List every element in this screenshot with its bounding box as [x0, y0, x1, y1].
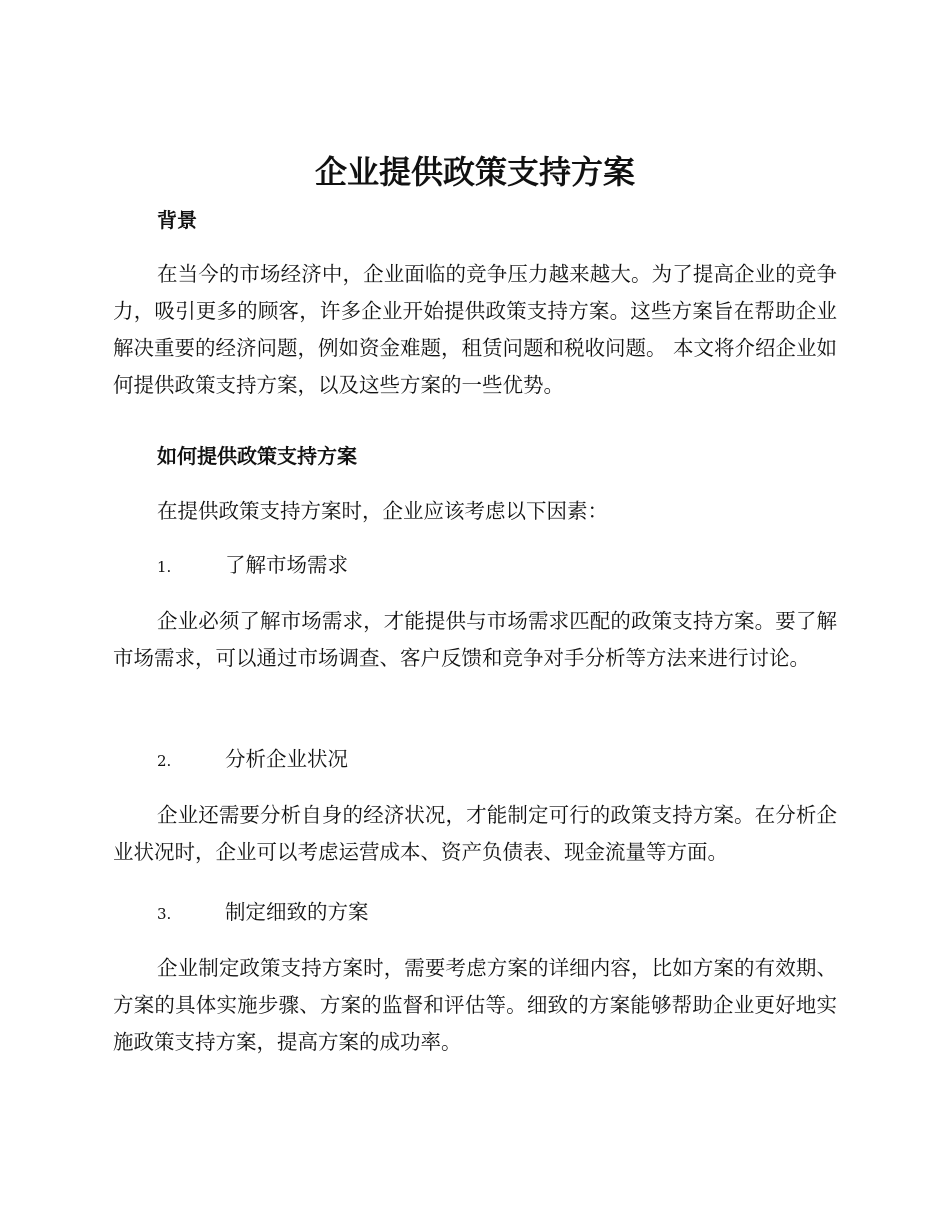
section-heading-background: 背景: [157, 208, 197, 232]
list-item-title: 了解市场需求: [225, 553, 348, 577]
list-item-number: 1.: [157, 558, 172, 576]
background-paragraph: 在当今的市场经济中，企业面临的竞争压力越来越大。为了提高企业的竞争力，吸引更多的顾客，许多企业开始提供政策支持方案。这些方案旨在帮助企业解决重要的经济问题，例如资金难题，租赁问题和税收问题。 本文将介绍企业如何提供政策支持方案，以及这些方案的一些优势。: [113, 262, 838, 397]
list-item-1: [157, 550, 348, 582]
document-title: 企业提供政策支持方案: [314, 153, 635, 191]
list-item-3-paragraph: 企业制定政策支持方案时，需要考虑方案的详细内容，比如方案的有效期、方案的具体实施步骤、方案的监督和评估等。细致的方案能够帮助企业更好地实施政策支持方案，提高方案的成功率。: [113, 956, 837, 1054]
list-item-number: 2.: [157, 752, 172, 770]
list-item-3: [157, 897, 369, 929]
list-item-1-paragraph: 企业必须了解市场需求，才能提供与市场需求匹配的政策支持方案。要了解市场需求，可以通过市场调查、客户反馈和竞争对手分析等方法来进行讨论。: [113, 609, 837, 670]
how-intro-paragraph: 在提供政策支持方案时，企业应该考虑以下因素：: [157, 499, 608, 523]
list-item-title: 制定细致的方案: [225, 900, 369, 924]
list-item-title: 分析企业状况: [225, 747, 348, 771]
list-item-2: [157, 744, 348, 776]
list-item-2-paragraph: 企业还需要分析自身的经济状况，才能制定可行的政策支持方案。在分析企业状况时，企业可以考虑运营成本、资产负债表、现金流量等方面。: [113, 803, 837, 864]
section-heading-how: 如何提供政策支持方案: [157, 444, 357, 468]
list-item-number: 3.: [157, 905, 172, 923]
